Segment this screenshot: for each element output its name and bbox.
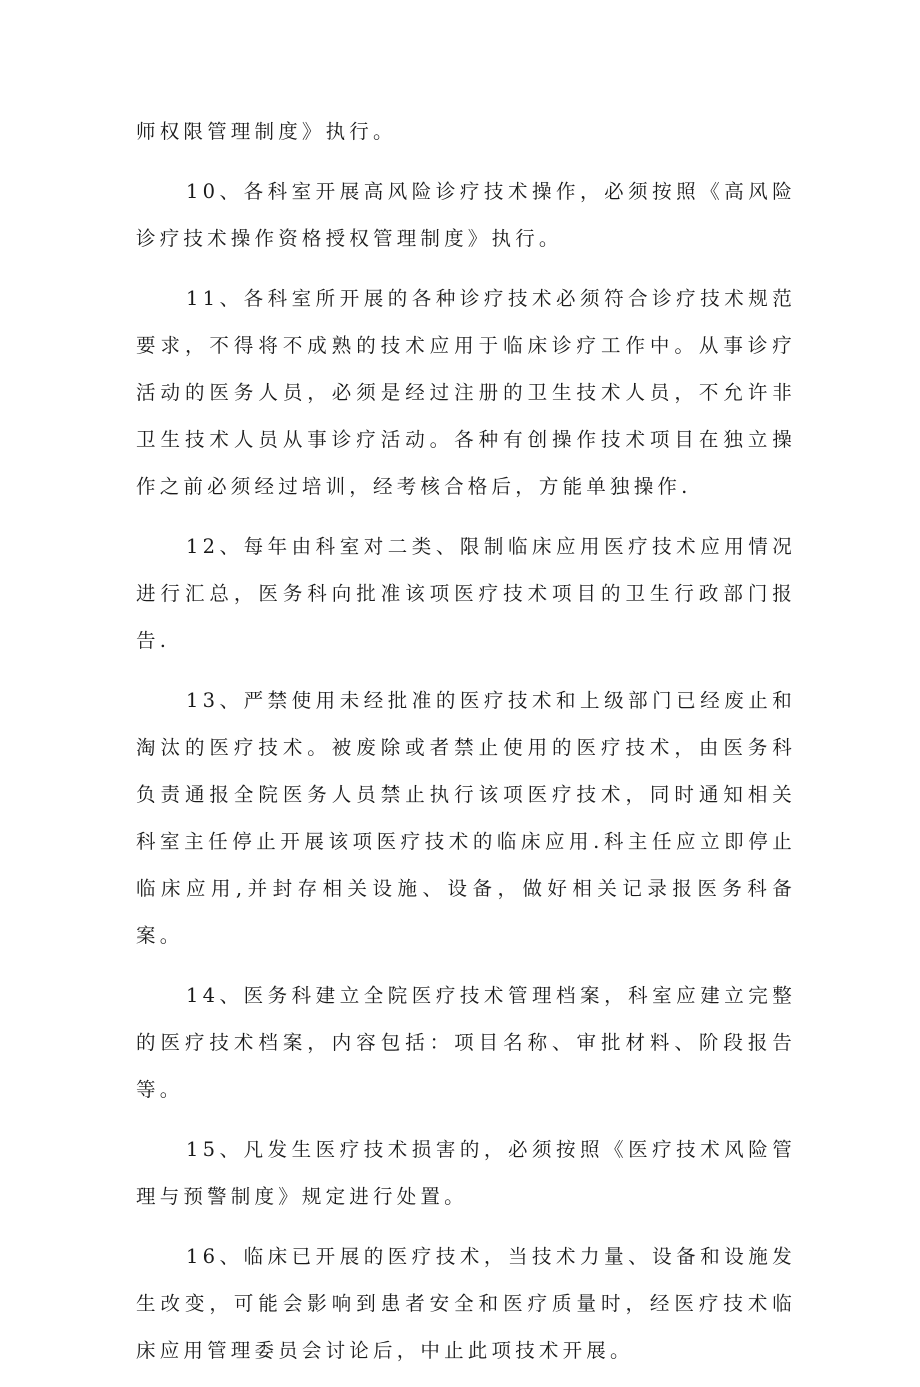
paragraph-item-10: 10、各科室开展高风险诊疗技术操作，必须按照《高风险诊疗技术操作资格授权管理制度》执行。 [136, 180, 796, 250]
paragraph-item-16: 16、临床已开展的医疗技术，当技术力量、设备和设施发生改变，可能会影响到患者安全和医疗质量时，经医疗技术临床应用管理委员会讨论后，中止此项技术开展。 [136, 1245, 796, 1362]
paragraph-item-13: 13、严禁使用未经批准的医疗技术和上级部门已经废止和淘汰的医疗技术。被废除或者禁止使用的医疗技术，由医务科负责通报全院医务人员禁止执行该项医疗技术，同时通知相关科室主任停止开展该项医疗技术的临床应用.科主任应立即停止临床应用,并封存相关设施、设备，做好相关记录报医务科备案。 [136, 689, 796, 947]
paragraph-item-11: 11、各科室所开展的各种诊疗技术必须符合诊疗技术规范要求，不得将不成熟的技术应用于临床诊疗工作中。从事诊疗活动的医务人员，必须是经过注册的卫生技术人员，不允许非卫生技术人员从事诊疗活动。各种有创操作技术项目在独立操作之前必须经过培训，经考核合格后，方能单独操作. [136, 287, 796, 498]
paragraph-item-15: 15、凡发生医疗技术损害的，必须按照《医疗技术风险管理与预警制度》规定进行处置。 [136, 1138, 796, 1208]
document-body [136, 108, 796, 1387]
paragraph-item-12: 12、每年由科室对二类、限制临床应用医疗技术应用情况进行汇总，医务科向批准该项医疗技术项目的卫生行政部门报告. [136, 535, 796, 652]
paragraph-continuation: 师权限管理制度》执行。 [136, 120, 397, 143]
paragraph-item-14: 14、医务科建立全院医疗技术管理档案，科室应建立完整的医疗技术档案，内容包括：项目名称、审批材料、阶段报告等。 [136, 984, 796, 1101]
